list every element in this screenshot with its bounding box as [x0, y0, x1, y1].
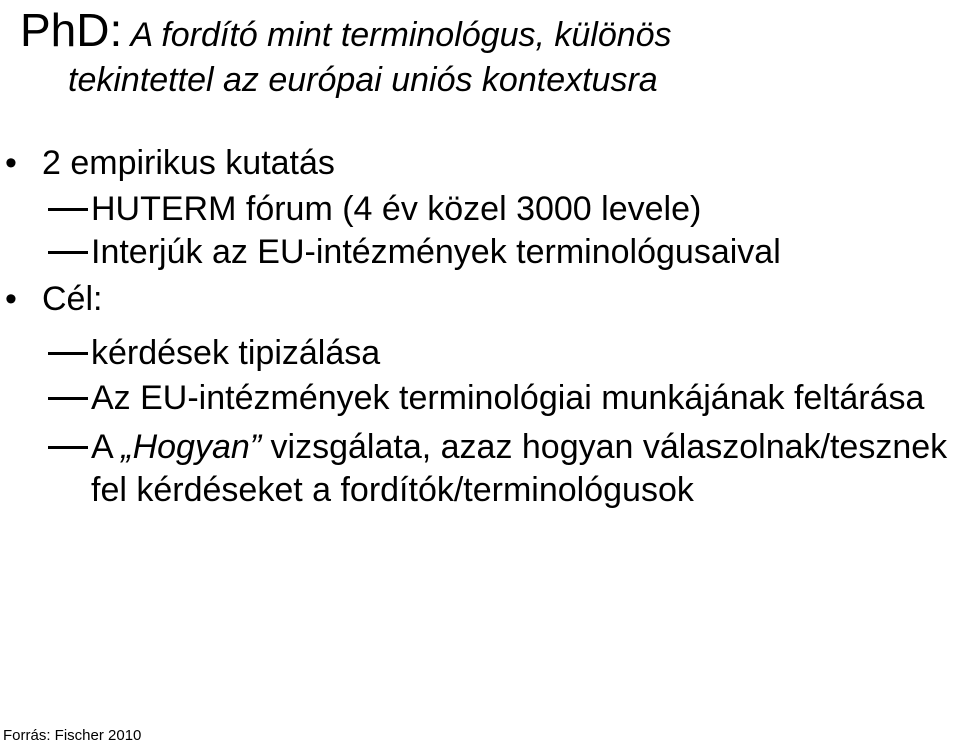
subitem-question-types-text: kérdések tipizálása — [91, 334, 381, 372]
source-note: Forrás: Fischer 2010 — [3, 727, 142, 744]
bullet-goal-text: Cél: — [42, 280, 103, 318]
slide-content — [0, 140, 960, 512]
title-rest: A fordító mint terminológus, különös — [122, 16, 672, 54]
subitem-eu-work — [0, 377, 951, 420]
subitem-how-italic: „Hogyan” — [121, 428, 262, 466]
dash-icon — [48, 446, 88, 449]
dash-icon — [48, 208, 88, 211]
dash-icon — [48, 251, 88, 254]
subitem-interviews — [0, 231, 951, 274]
subitem-interviews-text: Interjúk az EU-intézmények terminológusaival — [91, 233, 781, 271]
title-lead: PhD: — [20, 4, 123, 56]
subitem-how-suffix: vizsgálata, azaz hogyan válaszolnak/tesznek fel kérdéseket a fordítók/terminológusok — [91, 428, 948, 509]
subitem-how-prefix: A — [91, 428, 122, 466]
subitem-eu-work-text: Az EU-intézmények terminológiai munkájának feltárása — [91, 379, 925, 417]
dash-icon — [48, 397, 88, 400]
slide-title — [20, 2, 950, 101]
bullet-dot-icon: • — [5, 144, 17, 182]
dash-icon — [48, 352, 88, 355]
subitem-question-types — [0, 332, 951, 375]
subitem-huterm-text: HUTERM fórum (4 év közel 3000 levele) — [91, 190, 702, 228]
subitem-how — [0, 426, 951, 512]
bullet-dot-icon: • — [5, 280, 17, 318]
bullet-research-text: 2 empirikus kutatás — [42, 144, 335, 182]
title-line2: tekintettel az európai uniós kontextusra — [68, 61, 658, 100]
subitem-huterm — [0, 188, 951, 231]
bullet-research — [0, 140, 960, 186]
bullet-goal — [0, 276, 960, 322]
